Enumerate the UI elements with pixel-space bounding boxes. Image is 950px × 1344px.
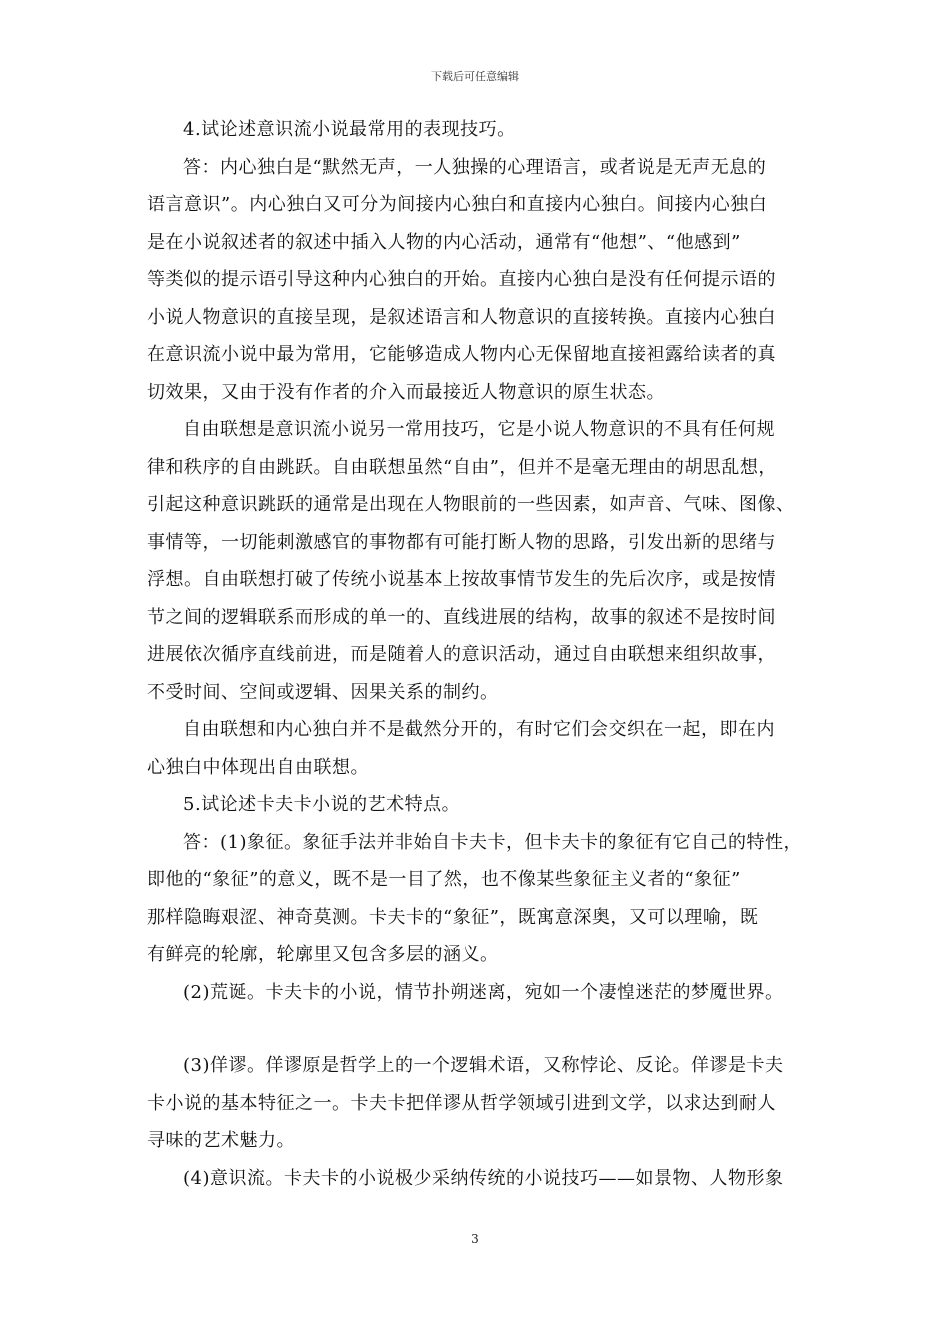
question-heading: 4.试论述意识流小说最常用的表现技巧。 xyxy=(183,119,516,140)
document-body xyxy=(147,118,807,1204)
paragraph-line: 引起这种意识跳跃的通常是出现在人物眼前的一些因素，如声音、气味、图像、 xyxy=(147,494,795,515)
paragraph-line: 等类似的提示语引导这种内心独白的开始。直接内心独白是没有任何提示语的 xyxy=(147,269,776,290)
paragraph-line: 事情等，一切能刺激感官的事物都有可能打断人物的思路，引发出新的思绪与 xyxy=(147,531,776,553)
paragraph-line: 那样隐晦艰涩、神奇莫测。卡夫卡的“象征”，既寓意深奥，又可以理喻，既 xyxy=(147,906,759,928)
paragraph-line: 进展依次循序直线前进，而是随着人的意识活动，通过自由联想来组织故事， xyxy=(147,644,776,665)
paragraph-line: 是在小说叙述者的叙述中插入人物的内心活动，通常有“他想”、“他感到” xyxy=(147,231,741,253)
paragraph-line: (2)荒诞。卡夫卡的小说，情节扑朔迷离，宛如一个凄惶迷茫的梦魇世界。 xyxy=(183,981,784,1003)
paragraph-line: 自由联想是意识流小说另一常用技巧，它是小说人物意识的不具有任何规 xyxy=(183,419,775,440)
paragraph-line: 切效果，又由于没有作者的介入而最接近人物意识的原生状态。 xyxy=(147,381,665,403)
blank-gap xyxy=(147,1018,807,1054)
paragraph-line: 小说人物意识的直接呈现，是叙述语言和人物意识的直接转换。直接内心独白 xyxy=(147,306,776,328)
paragraph-line: 答：(1)象征。象征手法并非始自卡夫卡，但卡夫卡的象征有它自己的特性， xyxy=(183,831,802,853)
paragraph-line: 有鲜亮的轮廓，轮廓里又包含多层的涵义。 xyxy=(147,944,499,965)
paragraph-line: 自由联想和内心独白并不是截然分开的，有时它们会交织在一起，即在内 xyxy=(183,719,775,740)
paragraph-line: 即他的“象征”的意义，既不是一目了然，也不像某些象征主义者的“象征” xyxy=(147,869,741,890)
question-heading: 5.试论述卡夫卡小说的艺术特点。 xyxy=(183,794,461,815)
paragraph-line: 卡小说的基本特征之一。卡夫卡把佯谬从哲学领域引进到文学，以求达到耐人 xyxy=(147,1092,776,1114)
paragraph-line: 浮想。自由联想打破了传统小说基本上按故事情节发生的先后次序，或是按情 xyxy=(147,569,776,590)
paragraph-line: (3)佯谬。佯谬原是哲学上的一个逻辑术语，又称悖论、反论。佯谬是卡夫 xyxy=(183,1055,784,1076)
paragraph-line: 律和秩序的自由跳跃。自由联想虽然“自由”，但并不是毫无理由的胡思乱想， xyxy=(147,456,777,478)
page-header: 下载后可任意编辑 xyxy=(431,70,519,83)
paragraph-line: 在意识流小说中最为常用，它能够造成人物内心无保留地直接袒露给读者的真 xyxy=(147,344,776,365)
paragraph-line: 心独白中体现出自由联想。 xyxy=(147,756,369,778)
paragraph-line: 答：内心独白是“默然无声，一人独操的心理语言，或者说是无声无息的 xyxy=(183,156,767,178)
paragraph-line: 节之间的逻辑联系而形成的单一的、直线进展的结构，故事的叙述不是按时间 xyxy=(147,606,776,628)
paragraph-line: 不受时间、空间或逻辑、因果关系的制约。 xyxy=(147,681,499,703)
page-number: 3 xyxy=(471,1232,479,1246)
paragraph-line: 寻味的艺术魅力。 xyxy=(147,1130,295,1151)
paragraph-line: (4)意识流。卡夫卡的小说极少采纳传统的小说技巧——如景物、人物形象 xyxy=(183,1167,784,1189)
paragraph-line: 语言意识”。内心独白又可分为间接内心独白和直接内心独白。间接内心独白 xyxy=(147,194,768,215)
